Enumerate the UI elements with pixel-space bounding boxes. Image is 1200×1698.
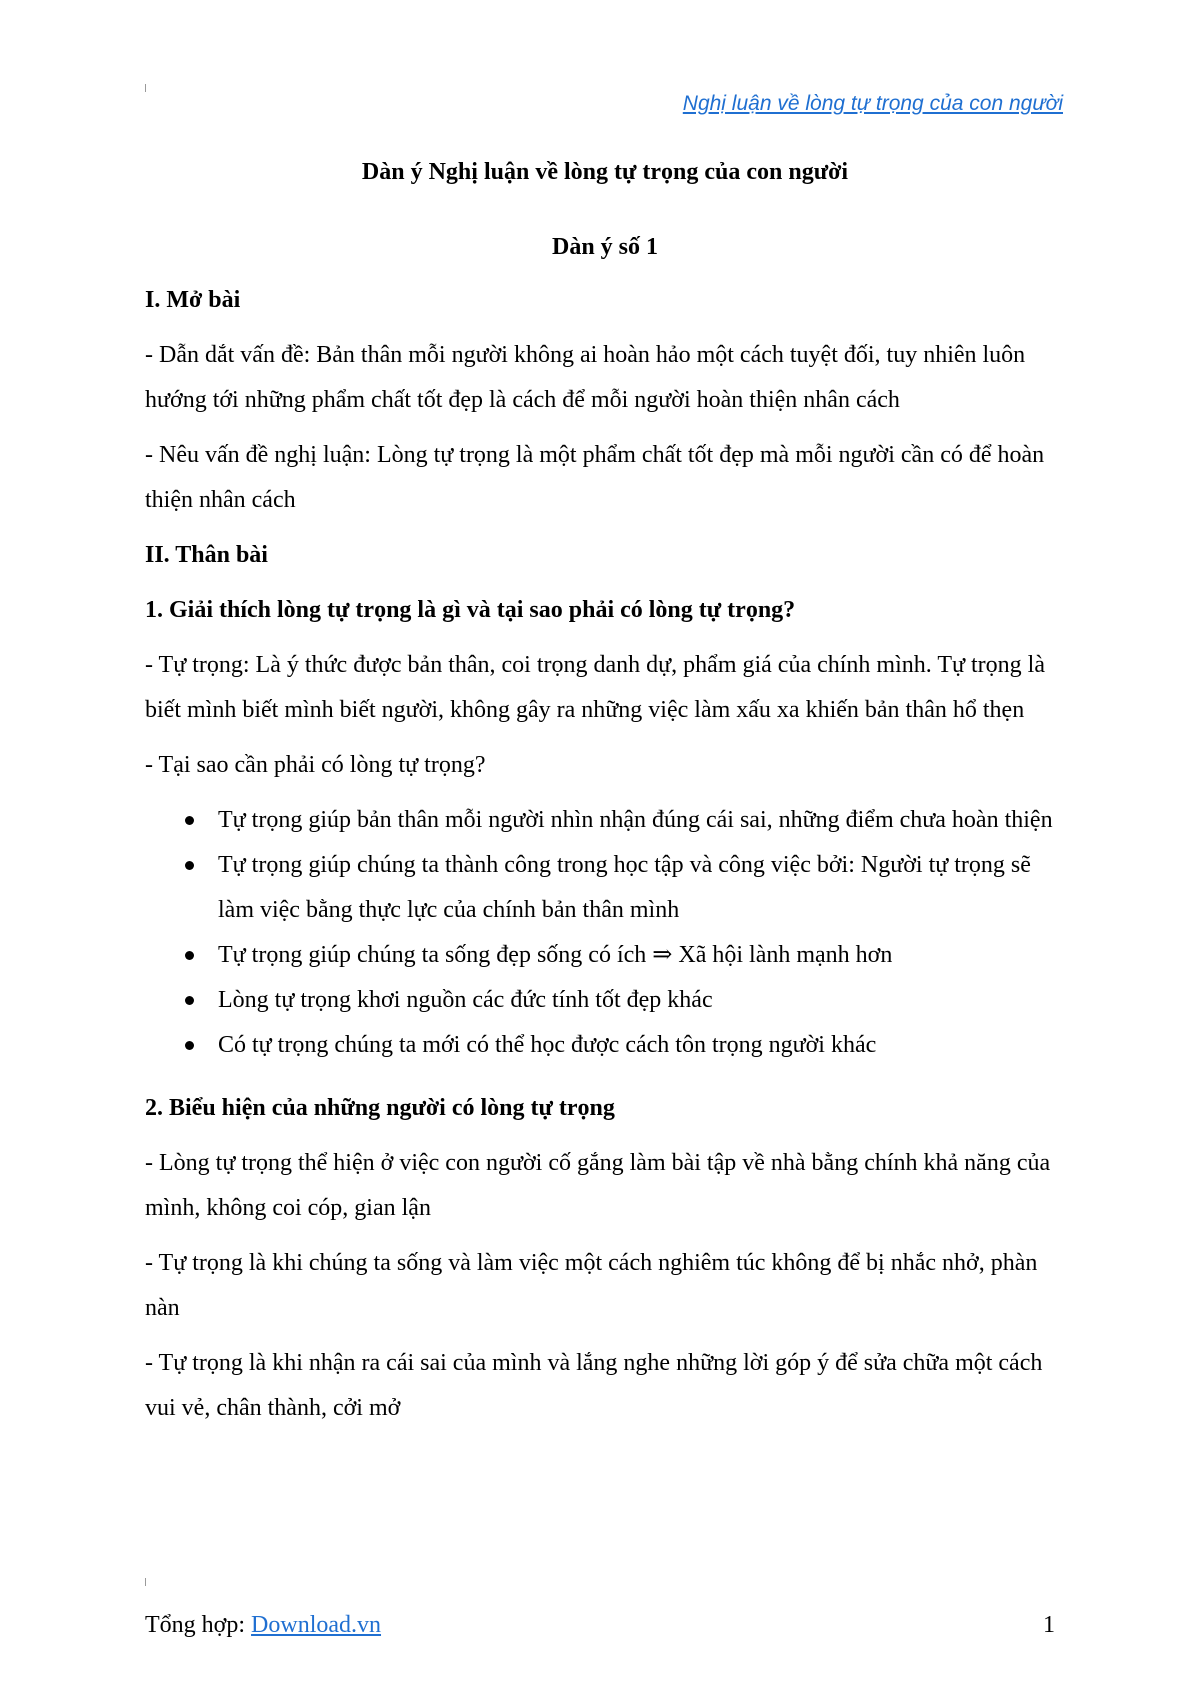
- top-margin-mark: [145, 84, 146, 92]
- list-item-text: Tự trọng giúp bản thân mỗi người nhìn nhận đúng cái sai, những điểm chưa hoàn thiện: [218, 807, 1053, 833]
- bullet-icon: [185, 1041, 194, 1050]
- section-heading-intro: I. Mở bài: [145, 287, 241, 313]
- list-item: [145, 1023, 1065, 1068]
- paragraph: - Tự trọng là khi nhận ra cái sai của mình và lắng nghe những lời góp ý để sửa chữa một cách vui vẻ, chân thành, cởi mở: [145, 1350, 1043, 1421]
- subsection-heading-manifestation: 2. Biểu hiện của những người có lòng tự trọng: [145, 1095, 615, 1121]
- list-item-text: Tự trọng giúp chúng ta sống đẹp sống có ích ⇒ Xã hội lành mạnh hơn: [218, 942, 893, 968]
- bullet-list: [145, 798, 1065, 1068]
- list-item: [145, 933, 1065, 978]
- section-heading-body: II. Thân bài: [145, 542, 268, 568]
- list-item: [145, 798, 1065, 843]
- list-item-text: Lòng tự trọng khơi nguồn các đức tính tốt đẹp khác: [218, 987, 713, 1013]
- list-item: [145, 843, 1065, 933]
- paragraph: - Lòng tự trọng thể hiện ở việc con người cố gắng làm bài tập về nhà bằng chính khả năng của mình, không coi cóp, gian lận: [145, 1150, 1051, 1221]
- bullet-icon: [185, 816, 194, 825]
- header-title-link[interactable]: Nghị luận về lòng tự trọng của con người: [682, 92, 1063, 115]
- footer-download-link[interactable]: Download.vn: [251, 1612, 382, 1638]
- paragraph: - Dẫn dắt vấn đề: Bản thân mỗi người không ai hoàn hảo một cách tuyệt đối, tuy nhiên luôn hướng tới những phẩm chất tốt đẹp là cách để mỗi người hoàn thiện nhân cách: [145, 342, 1026, 413]
- document-body: [145, 150, 1065, 1441]
- list-item: [145, 978, 1065, 1023]
- bullet-icon: [185, 951, 194, 960]
- footer-source: [145, 1612, 381, 1639]
- document-subtitle: Dàn ý số 1: [551, 234, 659, 260]
- bullet-icon: [185, 996, 194, 1005]
- list-item-text: Có tự trọng chúng ta mới có thể học được cách tôn trọng người khác: [218, 1032, 877, 1058]
- footer-prefix: Tổng hợp:: [145, 1612, 252, 1638]
- paragraph: - Nêu vấn đề nghị luận: Lòng tự trọng là một phẩm chất tốt đẹp mà mỗi người cần có để hoàn thiện nhân cách: [145, 442, 1045, 513]
- bottom-margin-mark: [145, 1578, 146, 1586]
- paragraph: - Tại sao cần phải có lòng tự trọng?: [145, 752, 486, 778]
- subsection-heading-definition: 1. Giải thích lòng tự trọng là gì và tại sao phải có lòng tự trọng?: [145, 597, 796, 623]
- document-title: Dàn ý Nghị luận về lòng tự trọng của con người: [361, 159, 849, 185]
- list-item-text: Tự trọng giúp chúng ta thành công trong học tập và công việc bởi: Người tự trọng sẽ làm việc bằng thực lực của chính bản thân mình: [218, 852, 1031, 923]
- bullet-icon: [185, 861, 194, 870]
- page-footer: [145, 1612, 1055, 1644]
- page-number: 1: [1043, 1612, 1055, 1638]
- paragraph: - Tự trọng là khi chúng ta sống và làm việc một cách nghiêm túc không để bị nhắc nhở, phàn nàn: [145, 1250, 1038, 1321]
- paragraph: - Tự trọng: Là ý thức được bản thân, coi trọng danh dự, phẩm giá của chính mình. Tự trọng là biết mình biết mình biết người, không gây ra những việc làm xấu xa khiến bản thân hổ thẹn: [145, 652, 1045, 723]
